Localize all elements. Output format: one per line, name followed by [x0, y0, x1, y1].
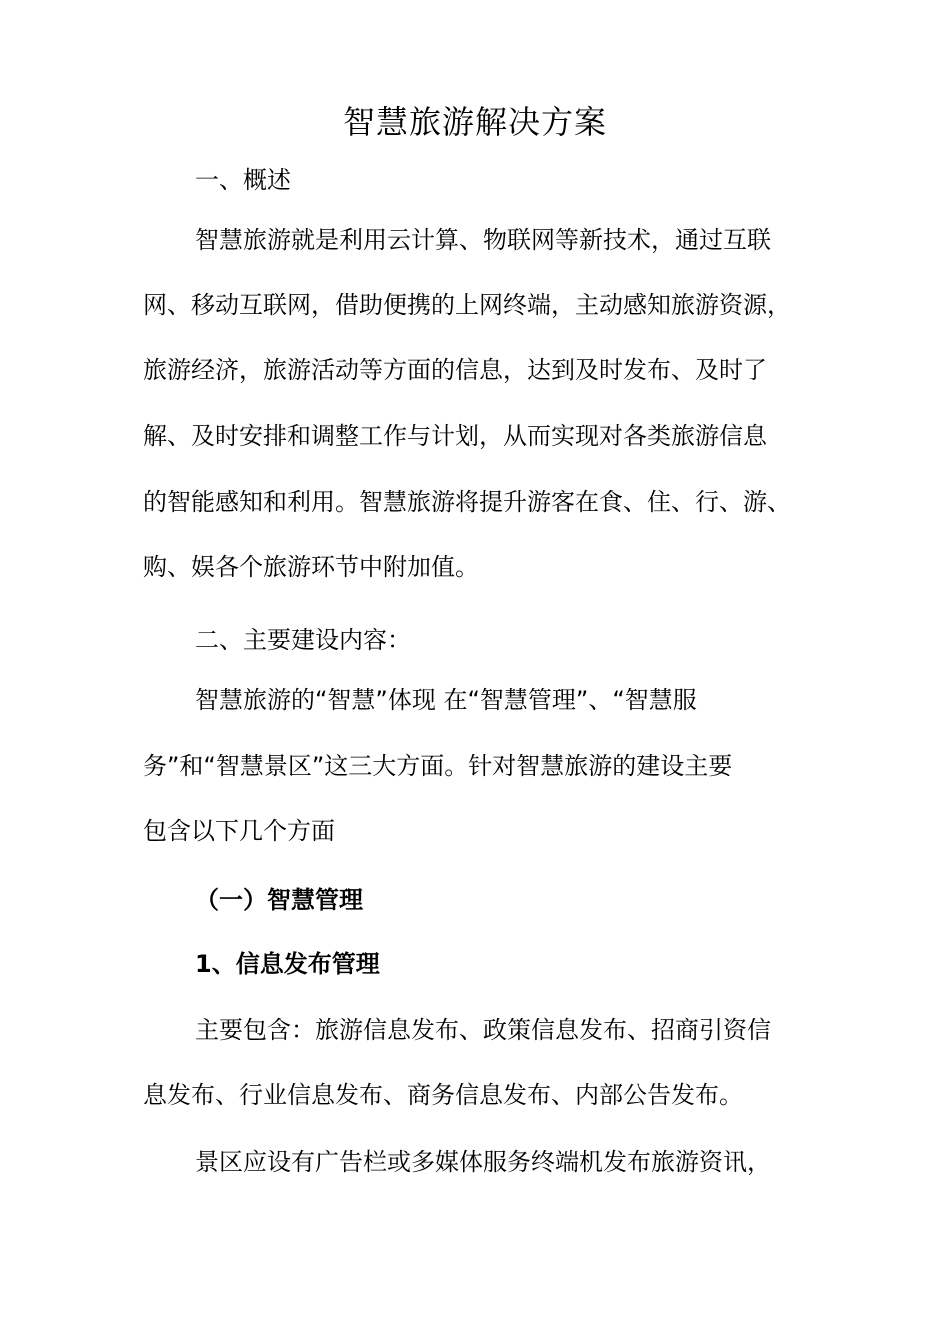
subsection-heading-smart-management: （一）智慧管理 — [195, 886, 363, 914]
paragraph-line: 包含以下几个方面 — [143, 817, 335, 845]
section-heading-overview: 一、概述 — [195, 166, 291, 194]
paragraph-line: 的智能感知和利用。智慧旅游将提升游客在食、住、行、游、 — [143, 488, 791, 516]
paragraph-line: 息发布、行业信息发布、商务信息发布、内部公告发布。 — [143, 1081, 743, 1109]
paragraph-line: 务”和“智慧景区”这三大方面。针对智慧旅游的建设主要 — [143, 752, 733, 780]
paragraph-line: 网、移动互联网，借助便携的上网终端，主动感知旅游资源， — [143, 291, 791, 319]
paragraph-line: 旅游经济，旅游活动等方面的信息，达到及时发布、及时了 — [143, 356, 767, 384]
paragraph-line: 购、娱各个旅游环节中附加值。 — [143, 553, 479, 581]
paragraph-line: 智慧旅游的“智慧”体现 在“智慧管理”、“智慧服 — [195, 686, 697, 714]
document-title: 智慧旅游解决方案 — [342, 103, 607, 141]
subsection-heading-info-publishing: 1、信息发布管理 — [195, 950, 380, 978]
section-heading-main-content: 二、主要建设内容： — [195, 626, 411, 654]
paragraph-line: 景区应设有广告栏或多媒体服务终端机发布旅游资讯， — [195, 1148, 771, 1176]
paragraph-line: 解、及时安排和调整工作与计划，从而实现对各类旅游信息 — [143, 422, 767, 450]
paragraph-line: 主要包含：旅游信息发布、政策信息发布、招商引资信 — [195, 1016, 771, 1044]
paragraph-line: 智慧旅游就是利用云计算、物联网等新技术，通过互联 — [195, 226, 771, 254]
